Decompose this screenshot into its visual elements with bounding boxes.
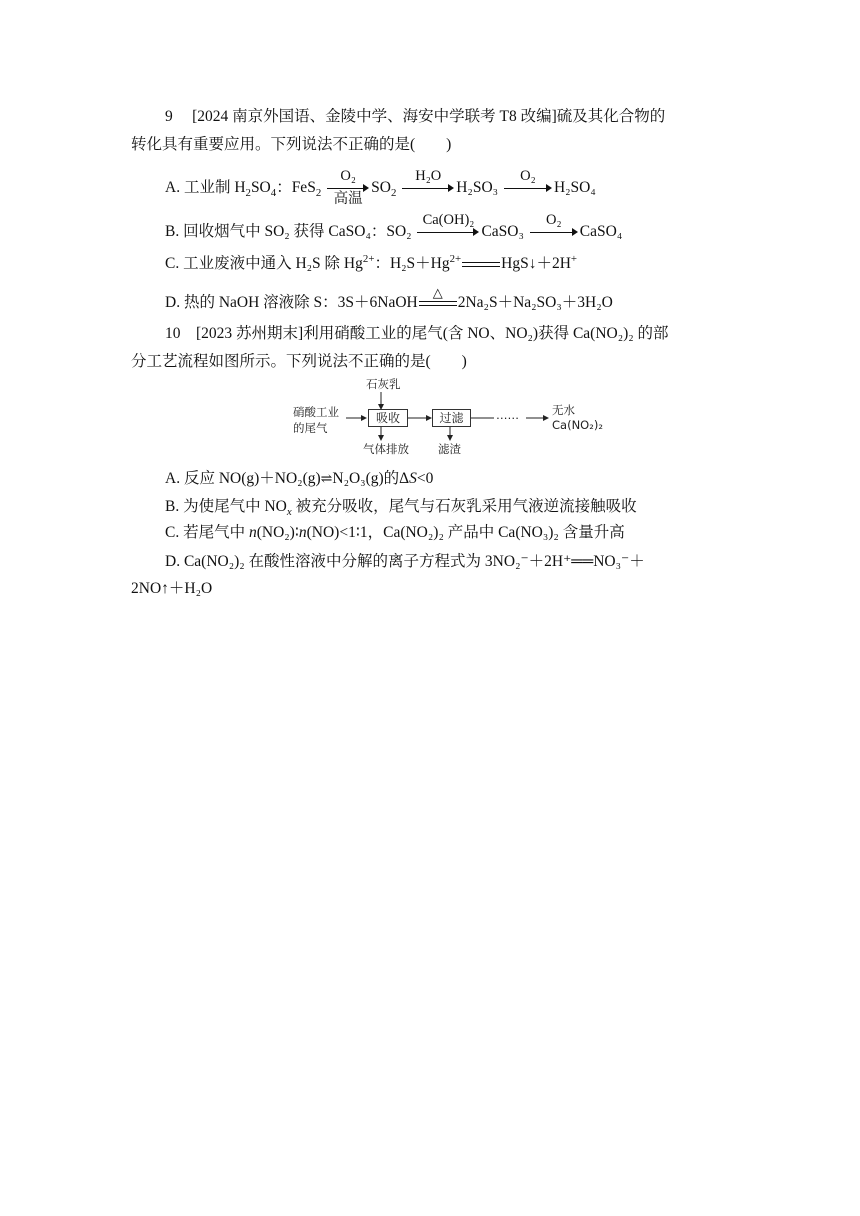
q9-number: 9 — [165, 108, 173, 125]
q10-stem-line2: 分工艺流程如图所示。下列说法不正确的是( ) — [131, 353, 467, 370]
q9a-arrow1-bottom: 高温 — [333, 191, 363, 208]
q9a-arrow-2 — [402, 168, 454, 198]
q9a-so2: SO — [371, 179, 391, 196]
q9-option-c — [165, 254, 577, 274]
gas-out-label: 气体排放 — [363, 442, 409, 456]
q9b-arrow-1 — [417, 212, 479, 242]
absorb-box: 吸收 — [368, 409, 408, 427]
ellipsis-dots: …… — [496, 408, 519, 422]
input-label-line1: 硝酸工业 — [293, 405, 339, 419]
q9a-text-1: A. 工业制 H — [165, 179, 246, 196]
q9d-equals-heat — [419, 285, 457, 313]
q9d-text-2: 2Na₂S＋Na₂SO₃＋3H₂O — [457, 294, 613, 311]
q9c-charge-3: + — [570, 253, 578, 266]
q9-stem-line2: 转化具有重要应用。下列说法不正确的是( ) — [131, 136, 452, 153]
product-label-line1: 无水 — [552, 403, 575, 417]
q9a-arrow1-top: O₂ — [340, 168, 356, 185]
input-label-line2: 的尾气 — [293, 421, 328, 435]
q9c-text-2: ：H₂S＋Hg — [374, 255, 450, 272]
q9-option-a: A. 工业制 $H_2SO_4$：FeS$_2$ O₂ 高温 $SO_2$ H₂O H₂SO₃ O₂ H₂SO₄ — [165, 168, 596, 208]
q9a-h2so4: H₂SO₄ — [553, 179, 596, 196]
q9c-charge-2: 2+ — [449, 253, 462, 266]
q10-number: 10 — [165, 325, 181, 342]
q9-option-d — [165, 285, 613, 313]
q10a-text-3: <0 — [416, 470, 434, 487]
q10b-subscript-x: x — [286, 505, 292, 518]
q9a-text-3: ：FeS — [276, 179, 316, 196]
process-flow-diagram — [290, 374, 610, 458]
q9-stem-line1 — [165, 107, 665, 127]
q9a-arrow3-top: O₂ — [520, 168, 536, 185]
q10c-text-3: (NO)<1∶1，Ca(NO₂)₂ 产品中 Ca(NO₃)₂ 含量升高 — [306, 524, 625, 541]
q9b-arrow2-top: O₂ — [546, 212, 562, 229]
q10-option-d-line2: 2NO↑＋H₂O — [131, 580, 213, 597]
q10c-n1: n — [248, 524, 257, 541]
q9a-arrow2-top: H₂O — [415, 168, 442, 185]
q9-source: [2024 南京外国语、金陵中学、海安中学联考 T8 改编]硫及其化合物的 — [192, 108, 666, 125]
filter-box: 过滤 — [432, 409, 471, 427]
q9-option-b — [165, 212, 623, 242]
reagent-label: 石灰乳 — [366, 377, 401, 391]
product-label-line2: Ca(NO₂)₂ — [552, 418, 603, 432]
q10-source: [2023 苏州期末]利用硝酸工业的尾气(含 NO、NO₂)获得 Ca(NO₂)₂ 的部 — [196, 325, 669, 342]
q10b-text-2: 被充分吸收，尾气与石灰乳采用气液逆流接触吸收 — [291, 498, 637, 515]
q9a-arrow-3 — [504, 168, 552, 198]
q10a-entropy-var: S — [409, 470, 417, 487]
q9a-h2so3: H₂SO₃ — [456, 179, 499, 196]
q9b-caso4: CaSO₄ — [579, 223, 623, 240]
q10-option-b — [165, 497, 637, 517]
q10a-text-2: N₂O₃(g)的Δ — [332, 470, 410, 487]
heat-triangle-icon: △ — [432, 285, 443, 301]
q9b-arrow1-top: Ca(OH)₂ — [422, 212, 475, 229]
q9c-text-3: HgS↓＋2H — [501, 255, 571, 272]
q9b-arrow-2 — [530, 212, 578, 242]
q10b-text-1: B. 为使尾气中 NO — [165, 498, 287, 515]
q9c-charge-1: 2+ — [362, 253, 375, 266]
q10c-text-1: C. 若尾气中 — [165, 524, 249, 541]
q9a-text-2: SO — [250, 179, 271, 196]
q9a-arrow-1 — [327, 168, 369, 208]
q10c-text-2: (NO₂)∶ — [256, 524, 299, 541]
q9c-equals-sign — [462, 254, 500, 274]
q10a-text-1: A. 反应 NO(g)＋NO₂(g) — [165, 470, 321, 487]
q10-option-a — [165, 469, 433, 490]
equilibrium-arrow-icon: ⇌ — [320, 472, 333, 487]
q10c-n2: n — [298, 524, 307, 541]
q10-option-c — [165, 523, 625, 543]
q9d-text-1: D. 热的 NaOH 溶液除 S：3S＋6NaOH — [165, 294, 418, 311]
q9b-caso3: CaSO₃ — [481, 223, 524, 240]
q10-option-d-line1: D. Ca(NO₂)₂ 在酸性溶液中分解的离子方程式为 3NO₂⁻＋2H⁺══NO₃⁻＋ — [165, 553, 645, 570]
q9c-text-1: C. 工业废液中通入 H₂S 除 Hg — [165, 255, 363, 272]
q10-stem-line1 — [165, 324, 669, 344]
q9b-text: B. 回收烟气中 SO₂ 获得 CaSO₄：SO₂ — [165, 223, 412, 240]
residue-label: 滤渣 — [438, 442, 461, 456]
